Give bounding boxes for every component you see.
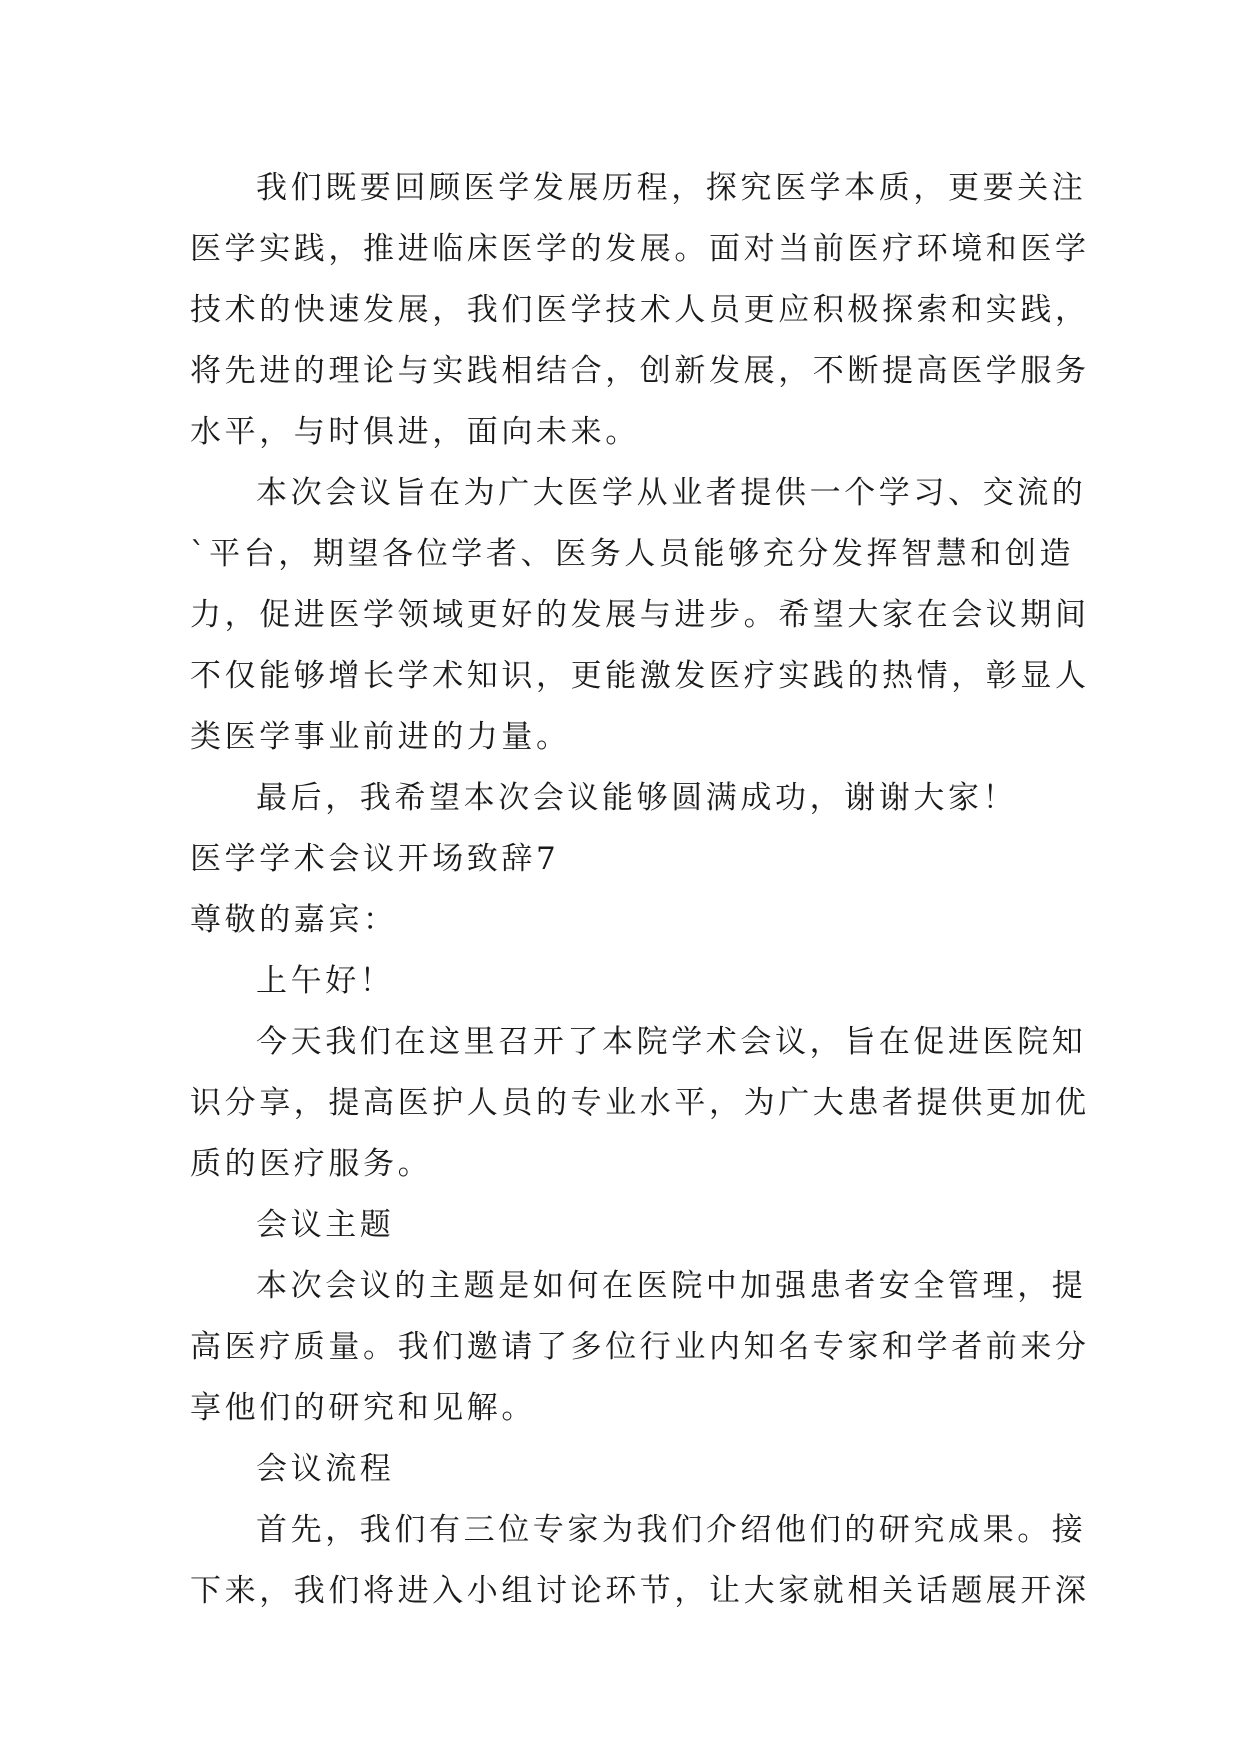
text-line: 质的医疗服务。 — [190, 1146, 433, 1182]
paragraph-review-development — [190, 158, 1090, 463]
section-title — [190, 829, 1060, 890]
text-line: 最后，我希望本次会议能够圆满成功，谢谢大家！ — [256, 780, 1018, 816]
text-line: 将先进的理论与实践相结合，创新发展，不断提高医学服务 — [190, 353, 1090, 389]
text-line: `平台，期望各位学者、医务人员能够充分发挥智慧和创造 — [190, 536, 1075, 572]
speech-title: 医学学术会议开场致辞7 — [190, 841, 560, 877]
text-line: 享他们的研究和见解。 — [190, 1390, 536, 1426]
text-line: 力，促进医学领域更好的发展与进步。希望大家在会议期间 — [190, 597, 1090, 633]
text-line: 高医疗质量。我们邀请了多位行业内知名专家和学者前来分 — [190, 1329, 1090, 1365]
text-line: 本次会议旨在为广大医学从业者提供一个学习、交流的 — [256, 475, 1087, 511]
paragraph-theme-detail — [190, 1256, 1090, 1439]
text-line: 识分享，提高医护人员的专业水平，为广大患者提供更加优 — [190, 1085, 1090, 1121]
text-line: 类医学事业前进的力量。 — [190, 719, 571, 755]
paragraph-meeting-intro — [190, 1012, 1090, 1195]
text-line: 本次会议的主题是如何在医院中加强患者安全管理，提 — [256, 1268, 1087, 1304]
paragraph-closing-wish — [190, 768, 1060, 829]
text-line: 水平，与时俱进，面向未来。 — [190, 414, 640, 450]
salutation-line: 尊敬的嘉宾： — [190, 902, 398, 938]
subheading: 会议主题 — [256, 1207, 395, 1243]
heading-meeting-theme — [190, 1195, 1060, 1256]
subheading: 会议流程 — [256, 1451, 395, 1487]
text-line: 首先，我们有三位专家为我们介绍他们的研究成果。接 — [256, 1512, 1087, 1548]
text-line: 技术的快速发展，我们医学技术人员更应积极探索和实践， — [190, 292, 1090, 328]
salutation — [190, 890, 1060, 951]
text-line: 今天我们在这里召开了本院学术会议，旨在促进医院知 — [256, 1024, 1087, 1060]
text-line: 下来，我们将进入小组讨论环节，让大家就相关话题展开深 — [190, 1573, 1090, 1609]
greeting-line: 上午好！ — [256, 963, 395, 999]
paragraph-process-detail — [190, 1500, 1090, 1622]
greeting — [190, 951, 1060, 1012]
document-body — [190, 158, 1090, 1622]
heading-meeting-process — [190, 1439, 1060, 1500]
paragraph-meeting-purpose — [190, 463, 1090, 768]
text-line: 医学实践，推进临床医学的发展。面对当前医疗环境和医学 — [190, 231, 1090, 267]
text-line: 我们既要回顾医学发展历程，探究医学本质，更要关注 — [256, 170, 1087, 206]
text-line: 不仅能够增长学术知识，更能激发医疗实践的热情，彰显人 — [190, 658, 1090, 694]
